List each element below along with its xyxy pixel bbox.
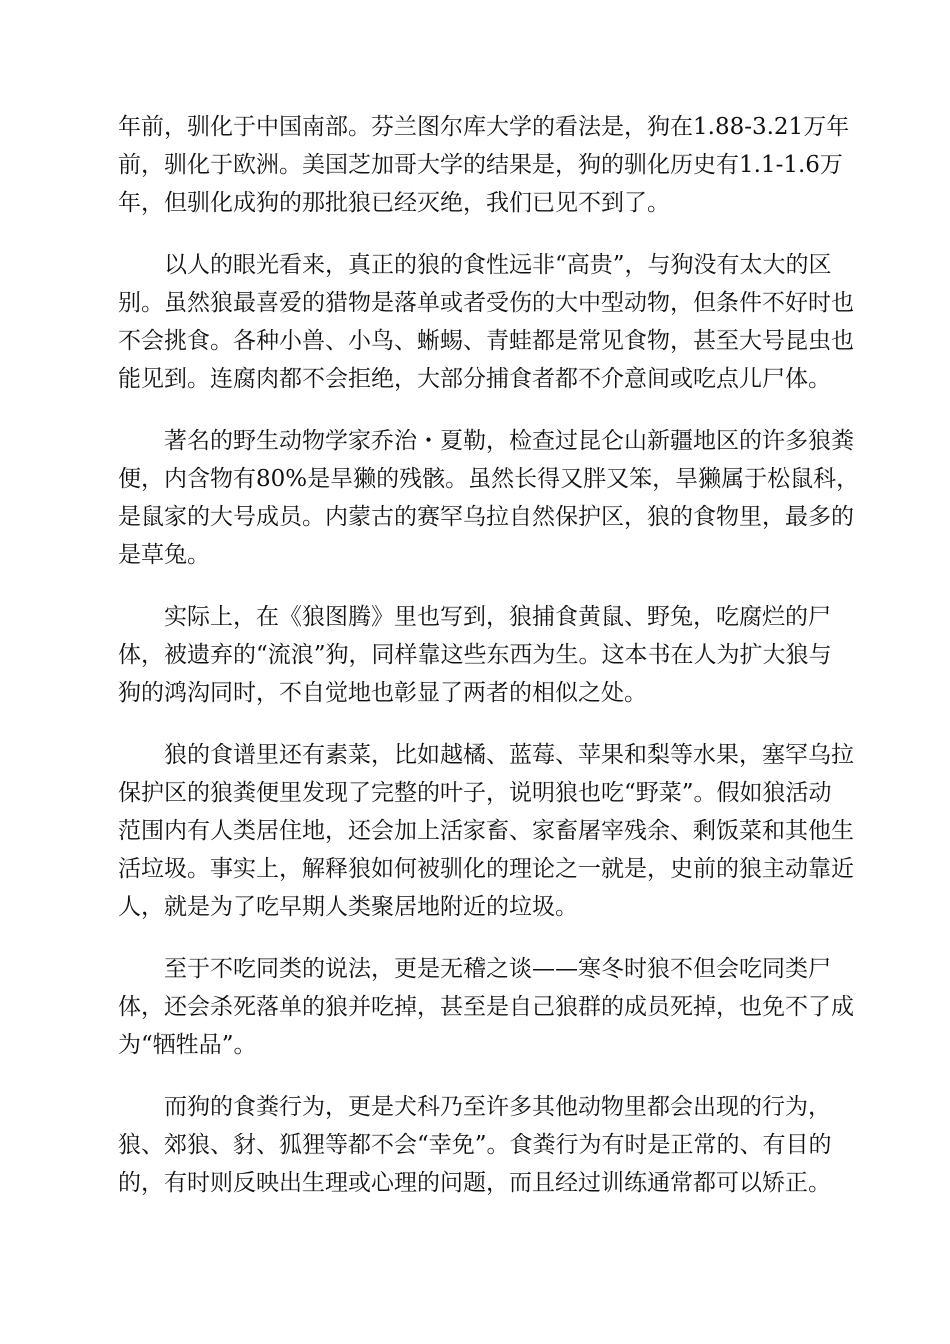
paragraph-cannibalism — [118, 950, 854, 1064]
text-line: 便，内含物有80%是旱獭的残骸。虽然长得又胖又笨，旱獭属于松鼠科， — [118, 466, 860, 492]
paragraph-wolf-diet — [118, 246, 854, 398]
text-line: 范围内有人类居住地，还会加上活家畜、家畜屠宰残余、剩饭菜和其他生 — [118, 818, 854, 844]
text-line: 而狗的食粪行为，更是犬科乃至许多其他动物里都会出现的行为， — [164, 1094, 831, 1120]
text-line: 能见到。连腐肉都不会拒绝，大部分捕食者都不介意间或吃点儿尸体。 — [118, 366, 831, 392]
text-line: 狼、郊狼、豺、狐狸等都不会“幸免”。食粪行为有时是正常的、有目的 — [118, 1132, 832, 1158]
text-line: 年，但驯化成狗的那批狼已经灭绝，我们已见不到了。 — [118, 190, 670, 216]
text-line: 实际上，在《狼图腾》里也写到，狼捕食黄鼠、野兔，吃腐烂的尸 — [164, 604, 831, 630]
article-body — [118, 108, 860, 1226]
text-line: 是草兔。 — [118, 542, 210, 568]
paragraph-schaller-study — [118, 422, 860, 574]
paragraph-wolf-totem — [118, 598, 838, 712]
text-line: 狗的鸿沟同时，不自觉地也彰显了两者的相似之处。 — [118, 680, 647, 706]
paragraph-domestication-dates — [118, 108, 850, 222]
paragraph-vegetarian-diet — [118, 736, 854, 926]
text-line: 是鼠家的大号成员。内蒙古的赛罕乌拉自然保护区，狼的食物里，最多的 — [118, 504, 854, 530]
text-line: 以人的眼光看来，真正的狼的食性远非“高贵”，与狗没有太大的区 — [164, 252, 832, 278]
text-line: 著名的野生动物学家乔治・夏勒，检查过昆仑山新疆地区的许多狼粪 — [164, 428, 854, 454]
text-line: 活垃圾。事实上，解释狼如何被驯化的理论之一就是，史前的狼主动靠近 — [118, 856, 854, 882]
text-line: 为“牺牲品”。 — [118, 1032, 257, 1058]
text-line: 体，还会杀死落单的狼并吃掉，甚至是自己狼群的成员死掉，也免不了成 — [118, 994, 854, 1020]
text-line: 不会挑食。各种小兽、小鸟、蜥蜴、青蛙都是常见食物，甚至大号昆虫也 — [118, 328, 854, 354]
text-line: 保护区的狼粪便里发现了完整的叶子，说明狼也吃“野菜”。假如狼活动 — [118, 780, 832, 806]
text-line: 狼的食谱里还有素菜，比如越橘、蓝莓、苹果和梨等水果，塞罕乌拉 — [164, 742, 854, 768]
text-line: 别。虽然狼最喜爱的猎物是落单或者受伤的大中型动物，但条件不好时也 — [118, 290, 854, 316]
text-line: 至于不吃同类的说法，更是无稽之谈——寒冬时狼不但会吃同类尸 — [164, 956, 831, 982]
text-line: 的，有时则反映出生理或心理的问题，而且经过训练通常都可以矫正。 — [118, 1170, 831, 1196]
text-line: 体，被遗弃的“流浪”狗，同样靠这些东西为生。这本书在人为扩大狼与 — [118, 642, 832, 668]
text-line: 前，驯化于欧洲。美国芝加哥大学的结果是，狗的驯化历史有1.1-1.6万 — [118, 152, 843, 178]
text-line: 年前，驯化于中国南部。芬兰图尔库大学的看法是，狗在1.88-3.21万年 — [118, 114, 850, 140]
text-line: 人，就是为了吃早期人类聚居地附近的垃圾。 — [118, 894, 578, 920]
paragraph-coprophagy — [118, 1088, 838, 1202]
